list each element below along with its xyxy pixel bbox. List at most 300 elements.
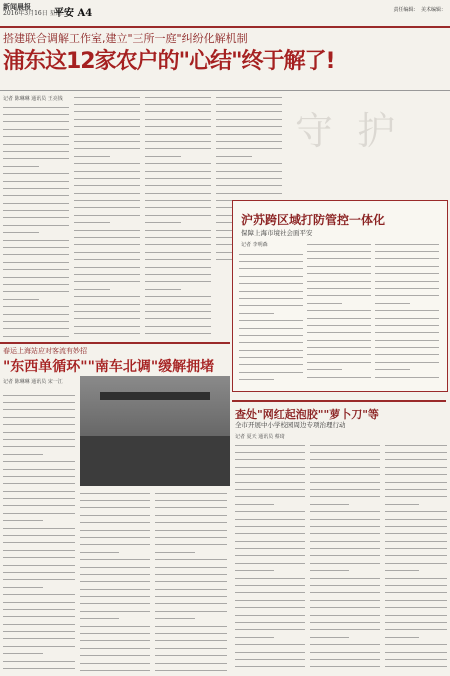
body-text-line xyxy=(3,643,75,650)
body-text-line xyxy=(155,571,227,578)
body-text-line xyxy=(3,267,69,274)
body-text-line xyxy=(307,337,371,344)
body-text-line xyxy=(310,553,380,560)
body-text-line xyxy=(307,256,371,263)
body-text-line xyxy=(235,582,305,589)
body-text-line xyxy=(145,161,211,168)
body-text-line xyxy=(239,266,303,273)
body-text-line xyxy=(235,605,305,612)
body-text-line xyxy=(155,542,227,549)
body-text-line xyxy=(80,638,150,645)
body-text-line xyxy=(3,252,69,259)
box-one-subhead: 保障上海市境社会面平安 xyxy=(241,229,313,237)
body-text-line xyxy=(80,557,150,564)
body-text-line xyxy=(3,259,69,266)
body-text-line xyxy=(74,220,110,227)
body-text-line xyxy=(155,645,227,652)
body-text-line xyxy=(235,627,305,634)
body-text-line xyxy=(375,278,439,285)
box-one-column-1 xyxy=(239,251,303,381)
section-divider xyxy=(0,342,230,344)
body-text-line xyxy=(145,331,211,338)
body-text-line xyxy=(74,190,140,197)
body-text-line xyxy=(375,293,439,300)
body-text-line xyxy=(235,649,305,656)
body-text-line xyxy=(385,538,447,545)
body-text-line xyxy=(74,175,140,182)
body-text-line xyxy=(235,501,274,508)
body-text-line xyxy=(239,340,303,347)
masthead xyxy=(0,0,450,28)
body-text-line xyxy=(385,449,447,456)
body-text-line xyxy=(74,138,140,145)
body-text-line xyxy=(3,562,75,569)
body-text-line xyxy=(310,486,380,493)
body-text-line xyxy=(307,330,371,337)
body-text-line xyxy=(235,523,305,530)
body-text-line xyxy=(385,642,447,649)
body-text-line xyxy=(235,545,305,552)
body-text-line xyxy=(310,590,380,597)
body-text-line xyxy=(80,549,119,556)
body-text-line xyxy=(385,472,447,479)
box-two-column-3 xyxy=(385,442,447,672)
body-text-line xyxy=(80,527,150,534)
body-text-line xyxy=(239,273,303,280)
body-text-line xyxy=(3,495,75,502)
body-text-line xyxy=(3,414,75,421)
body-text-line xyxy=(145,101,211,108)
body-text-line xyxy=(375,374,439,381)
body-text-line xyxy=(3,333,69,339)
lead-column-1 xyxy=(3,104,69,339)
body-text-line xyxy=(3,555,75,562)
body-text-line xyxy=(310,442,380,449)
body-text-line xyxy=(235,664,305,671)
body-text-line xyxy=(235,560,305,567)
body-text-line xyxy=(385,545,447,552)
train-station-photo xyxy=(80,376,230,486)
body-text-line xyxy=(74,109,140,116)
body-text-line xyxy=(74,249,140,256)
body-text-line xyxy=(385,649,447,656)
body-text-line xyxy=(385,442,447,449)
body-text-line xyxy=(385,590,447,597)
body-text-line xyxy=(155,608,227,615)
body-text-line xyxy=(235,464,305,471)
body-text-line xyxy=(235,509,305,516)
body-text-line xyxy=(385,531,447,538)
body-text-line xyxy=(74,257,140,264)
body-text-line xyxy=(80,520,150,527)
body-text-line xyxy=(216,161,282,168)
body-text-line xyxy=(310,627,380,634)
body-text-line xyxy=(145,220,181,227)
body-text-line xyxy=(239,347,303,354)
body-text-line xyxy=(145,183,211,190)
body-text-line xyxy=(155,564,227,571)
body-text-line xyxy=(80,571,150,578)
body-text-line xyxy=(145,316,211,323)
body-text-line xyxy=(310,582,380,589)
body-text-line xyxy=(80,542,150,549)
body-text-line xyxy=(3,422,75,429)
body-text-line xyxy=(3,503,75,510)
body-text-line xyxy=(3,525,75,532)
body-text-line xyxy=(310,538,380,545)
body-text-line xyxy=(80,601,150,608)
body-text-line xyxy=(375,352,439,359)
body-text-line xyxy=(3,629,75,636)
body-text-line xyxy=(155,579,227,586)
body-text-line xyxy=(385,605,447,612)
body-text-line xyxy=(307,241,371,248)
body-text-line xyxy=(80,608,150,615)
divider xyxy=(0,90,450,91)
body-text-line xyxy=(235,575,305,582)
body-text-line xyxy=(307,271,371,278)
body-text-line xyxy=(310,501,349,508)
body-text-line xyxy=(385,627,447,634)
body-text-line xyxy=(80,497,150,504)
body-text-line xyxy=(375,344,439,351)
body-text-line xyxy=(310,649,380,656)
body-text-line xyxy=(385,553,447,560)
body-text-line xyxy=(216,116,282,123)
box-one-column-2 xyxy=(307,241,371,381)
body-text-line xyxy=(74,183,140,190)
body-text-line xyxy=(3,215,69,222)
body-text-line xyxy=(375,330,439,337)
body-text-line xyxy=(3,399,75,406)
box-one-headline: 沪苏跨区域打防管控一体化 xyxy=(241,213,386,227)
body-text-line xyxy=(310,472,380,479)
body-text-line xyxy=(3,614,75,621)
body-text-line xyxy=(3,296,39,303)
body-text-line xyxy=(310,605,380,612)
body-text-line xyxy=(155,512,227,519)
box-one-byline: 记者 李明森 xyxy=(241,242,268,248)
body-text-line xyxy=(239,281,303,288)
body-text-line xyxy=(3,311,69,318)
body-text-line xyxy=(145,234,211,241)
body-text-line xyxy=(3,518,43,525)
body-text-line xyxy=(235,568,274,575)
body-text-line xyxy=(216,183,282,190)
body-text-line xyxy=(385,560,447,567)
body-text-line xyxy=(145,242,211,249)
body-text-line xyxy=(216,124,282,131)
body-text-line xyxy=(3,111,69,118)
body-text-line xyxy=(235,486,305,493)
body-text-line xyxy=(310,575,380,582)
body-text-line xyxy=(235,634,274,641)
body-text-line xyxy=(310,597,380,604)
body-text-line xyxy=(80,616,119,623)
body-text-line xyxy=(235,656,305,663)
body-text-line xyxy=(145,301,211,308)
body-text-line xyxy=(155,534,227,541)
body-text-line xyxy=(145,168,211,175)
body-text-line xyxy=(375,367,410,374)
body-text-line xyxy=(385,671,447,672)
body-text-line xyxy=(3,148,69,155)
body-text-line xyxy=(239,362,303,369)
body-text-line xyxy=(216,146,282,153)
body-text-line xyxy=(155,593,227,600)
body-text-line xyxy=(3,163,39,170)
body-text-line xyxy=(3,606,75,613)
body-text-line xyxy=(3,651,43,658)
body-text-line xyxy=(307,315,371,322)
body-text-line xyxy=(216,109,282,116)
body-text-line xyxy=(74,301,140,308)
body-text-line xyxy=(235,642,305,649)
story-two-kicker: 春运上海站应对客流有妙招 xyxy=(3,347,87,355)
body-text-line xyxy=(155,557,227,564)
body-text-line xyxy=(307,367,342,374)
body-text-line xyxy=(307,308,371,315)
body-text-line xyxy=(216,168,282,175)
body-text-line xyxy=(310,516,380,523)
body-text-line xyxy=(3,104,69,111)
body-text-line xyxy=(310,612,380,619)
body-text-line xyxy=(239,310,274,317)
body-text-line xyxy=(74,279,140,286)
body-text-line xyxy=(74,101,140,108)
body-text-line xyxy=(74,146,140,153)
body-text-line xyxy=(385,486,447,493)
body-text-line xyxy=(310,494,380,501)
body-text-line xyxy=(385,656,447,663)
body-text-line xyxy=(145,249,211,256)
body-text-line xyxy=(3,274,69,281)
body-text-line xyxy=(3,569,75,576)
body-text-line xyxy=(310,464,380,471)
lead-byline: 记者 陈琳琳 通讯员 王亮钱 xyxy=(3,96,63,102)
body-text-line xyxy=(3,207,69,214)
body-text-line xyxy=(3,318,69,325)
body-text-line xyxy=(3,244,69,251)
body-text-line xyxy=(3,156,69,163)
body-text-line xyxy=(239,295,303,302)
body-text-line xyxy=(3,171,69,178)
body-text-line xyxy=(239,288,303,295)
body-text-line xyxy=(235,553,305,560)
body-text-line xyxy=(74,161,140,168)
body-text-line xyxy=(310,671,380,672)
body-text-line xyxy=(74,212,140,219)
body-text-line xyxy=(235,479,305,486)
body-text-line xyxy=(239,251,303,258)
body-text-line xyxy=(235,671,305,672)
body-text-line xyxy=(375,256,439,263)
body-text-line xyxy=(310,449,380,456)
body-text-line xyxy=(307,293,371,300)
box-two-column-2 xyxy=(310,442,380,672)
logo-line1: 新闻晨报 xyxy=(3,2,31,11)
body-text-line xyxy=(239,318,303,325)
body-text-line xyxy=(3,326,69,333)
body-text-line xyxy=(74,264,140,271)
body-text-line xyxy=(385,509,447,516)
body-text-line xyxy=(310,457,380,464)
body-text-line xyxy=(375,263,439,270)
body-text-line xyxy=(3,230,39,237)
body-text-line xyxy=(307,374,371,381)
body-text-line xyxy=(310,619,380,626)
body-text-line xyxy=(155,586,227,593)
body-text-line xyxy=(155,667,227,674)
body-text-line xyxy=(216,190,282,197)
body-text-line xyxy=(3,510,75,517)
body-text-line xyxy=(235,516,305,523)
decorative-ghost-text: 守 护 xyxy=(295,109,402,153)
body-text-line xyxy=(385,634,419,641)
body-text-line xyxy=(74,131,140,138)
body-text-line xyxy=(307,352,371,359)
body-text-line xyxy=(216,131,282,138)
body-text-line xyxy=(235,597,305,604)
body-text-line xyxy=(3,281,69,288)
body-text-line xyxy=(239,332,303,339)
box-two-byline: 记者 夏天 通讯员 蔡琦 xyxy=(235,434,285,440)
body-text-line xyxy=(74,153,110,160)
body-text-line xyxy=(145,205,211,212)
body-text-line xyxy=(310,479,380,486)
body-text-line xyxy=(80,534,150,541)
body-text-line xyxy=(74,205,140,212)
body-text-line xyxy=(74,124,140,131)
body-text-line xyxy=(3,547,75,554)
body-text-line xyxy=(3,592,75,599)
body-text-line xyxy=(74,168,140,175)
body-text-line xyxy=(310,664,380,671)
body-text-line xyxy=(74,271,140,278)
body-text-line xyxy=(74,286,110,293)
body-text-line xyxy=(235,494,305,501)
body-text-line xyxy=(145,264,211,271)
body-text-line xyxy=(235,531,305,538)
story-two-column-1 xyxy=(3,392,75,674)
body-text-line xyxy=(145,294,211,301)
body-text-line xyxy=(80,505,150,512)
rule xyxy=(232,400,446,402)
body-text-line xyxy=(155,549,195,556)
body-text-line xyxy=(235,590,305,597)
body-text-line xyxy=(3,237,69,244)
body-text-line xyxy=(235,472,305,479)
body-text-line xyxy=(155,660,227,667)
body-text-line xyxy=(3,673,75,674)
body-text-line xyxy=(385,619,447,626)
body-text-line xyxy=(375,300,410,307)
body-text-line xyxy=(307,300,342,307)
body-text-line xyxy=(155,616,195,623)
body-text-line xyxy=(145,153,181,160)
body-text-line xyxy=(80,593,150,600)
body-text-line xyxy=(145,131,211,138)
body-text-line xyxy=(310,560,380,567)
logo-line2: 2016年3月16日 星期三 xyxy=(3,10,68,17)
story-two-column-3 xyxy=(155,490,227,674)
body-text-line xyxy=(74,197,140,204)
body-text-line xyxy=(145,138,211,145)
story-two-headline: "东西单循环""南车北调"缓解拥堵 xyxy=(3,359,215,375)
body-text-line xyxy=(145,279,211,286)
body-text-line xyxy=(145,94,211,101)
story-two-byline: 记者 陈琳琳 通讯员 宋一江 xyxy=(3,379,63,385)
body-text-line xyxy=(3,407,75,414)
body-text-line xyxy=(145,190,211,197)
body-text-line xyxy=(385,575,447,582)
body-text-line xyxy=(307,359,371,366)
body-text-line xyxy=(385,494,447,501)
body-text-line xyxy=(375,248,439,255)
body-text-line xyxy=(155,601,227,608)
editor-info: 责任编辑： 美术编辑： xyxy=(393,7,446,13)
body-text-line xyxy=(235,619,305,626)
body-text-line xyxy=(74,116,140,123)
body-text-line xyxy=(3,665,75,672)
lead-column-2 xyxy=(74,94,140,339)
body-text-line xyxy=(385,479,447,486)
body-text-line xyxy=(155,527,227,534)
body-text-line xyxy=(155,638,227,645)
body-text-line xyxy=(375,359,439,366)
body-text-line xyxy=(3,532,75,539)
body-text-line xyxy=(145,308,211,315)
body-text-line xyxy=(216,153,252,160)
body-text-line xyxy=(385,597,447,604)
body-text-line xyxy=(3,481,75,488)
body-text-line xyxy=(3,540,75,547)
body-text-line xyxy=(375,285,439,292)
body-text-line xyxy=(3,304,69,311)
body-text-line xyxy=(239,377,274,381)
body-text-line xyxy=(74,331,140,338)
body-text-line xyxy=(145,175,211,182)
body-text-line xyxy=(145,212,211,219)
photo-sign xyxy=(100,392,210,400)
body-text-line xyxy=(307,322,371,329)
body-text-line xyxy=(3,444,75,451)
body-text-line xyxy=(155,520,227,527)
body-text-line xyxy=(385,516,447,523)
body-text-line xyxy=(80,623,150,630)
body-text-line xyxy=(145,197,211,204)
body-text-line xyxy=(375,241,439,248)
body-text-line xyxy=(145,271,211,278)
body-text-line xyxy=(385,568,419,575)
box-one-column-3 xyxy=(375,241,439,381)
body-text-line xyxy=(375,322,439,329)
body-text-line xyxy=(145,109,211,116)
body-text-line xyxy=(385,501,419,508)
body-text-line xyxy=(3,599,75,606)
body-text-line xyxy=(3,185,69,192)
body-text-line xyxy=(80,579,150,586)
body-text-line xyxy=(307,285,371,292)
body-text-line xyxy=(3,141,69,148)
body-text-line xyxy=(375,337,439,344)
body-text-line xyxy=(3,178,69,185)
body-text-line xyxy=(80,512,150,519)
body-text-line xyxy=(310,545,380,552)
body-text-line xyxy=(155,630,227,637)
body-text-line xyxy=(3,621,75,628)
body-text-line xyxy=(235,538,305,545)
